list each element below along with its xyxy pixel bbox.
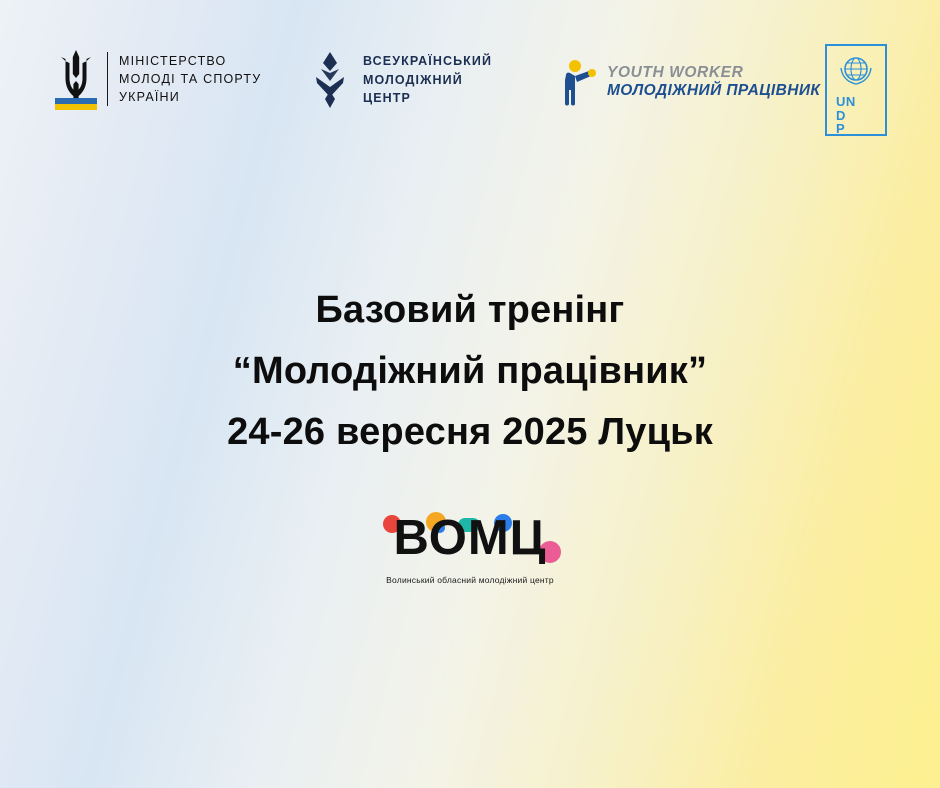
- undp-logo: [825, 44, 887, 136]
- vomc-subtitle: Волинський обласний молодіжний центр: [386, 575, 554, 585]
- ministry-logo-divider: [107, 52, 108, 106]
- ministry-logo-line-2: МОЛОДІ ТА СПОРТУ: [119, 71, 262, 86]
- vmc-logo-line-1: ВСЕУКРАЇНСЬКИЙ: [363, 53, 493, 68]
- logo-bar: [0, 24, 940, 137]
- undp-letter-d: D: [836, 107, 846, 123]
- all-ukrainian-youth-center-text: [363, 52, 492, 108]
- youth-worker-text: [607, 64, 820, 101]
- vomc-wordmark-text: ВОМЦ: [393, 511, 547, 565]
- undp-letters: [827, 95, 885, 136]
- vmc-logo-line-3: ЦЕНТР: [363, 91, 411, 106]
- person-figure-icon: [562, 58, 598, 106]
- ministry-logo-text: [119, 52, 261, 106]
- un-globe-laurel-icon: [833, 48, 879, 94]
- stylized-bird-icon: [308, 51, 352, 109]
- ministry-logo-line-3: УКРАЇНИ: [119, 90, 180, 105]
- youth-worker-line-ua: МОЛОДІЖНИЙ ПРАЦІВНИК: [607, 82, 821, 99]
- vomc-wordmark-graphic: [370, 512, 570, 568]
- youth-worker-line-en: YOUTH WORKER: [607, 63, 744, 81]
- all-ukrainian-youth-center-logo: [308, 49, 492, 111]
- undp-letter-un: UN: [836, 94, 856, 109]
- event-title-line-2: “Молодіжний працівник”: [232, 349, 708, 392]
- event-title: [0, 280, 940, 462]
- ministry-of-youth-and-sports-logo: [55, 46, 261, 112]
- ukraine-trident-icon: [55, 48, 97, 110]
- volyn-regional-youth-center-logo: [0, 512, 940, 585]
- undp-letter-p: P: [836, 121, 846, 137]
- event-title-line-1: Базовий тренінг: [315, 289, 625, 331]
- vmc-logo-line-2: МОЛОДІЖНИЙ: [363, 72, 463, 87]
- event-title-line-3: 24-26 вересня 2025 Луцьк: [227, 410, 713, 453]
- ministry-logo-line-1: МІНІСТЕРСТВО: [119, 53, 227, 68]
- youth-worker-logo: [562, 56, 820, 108]
